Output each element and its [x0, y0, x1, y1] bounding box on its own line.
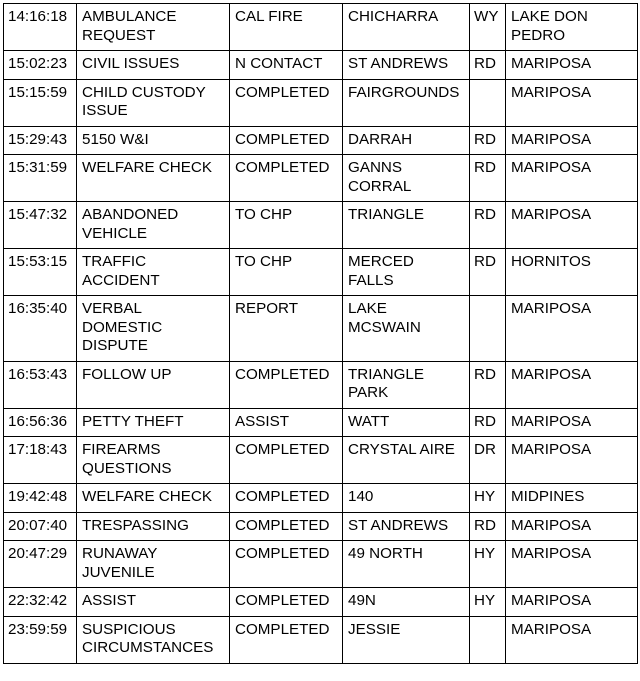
disposition-cell: TO CHP: [230, 249, 343, 296]
city-cell: MARIPOSA: [506, 408, 638, 437]
street-suffix-cell: RD: [470, 361, 506, 408]
street-suffix-cell: [470, 296, 506, 362]
incident-type-cell: SUSPICIOUS CIRCUMSTANCES: [77, 616, 230, 663]
city-cell: MARIPOSA: [506, 51, 638, 80]
table-row: [4, 512, 638, 541]
street-cell: MERCED FALLS: [343, 249, 470, 296]
street-cell: TRIANGLE PARK: [343, 361, 470, 408]
table-row: [4, 4, 638, 51]
street-cell: CRYSTAL AIRE: [343, 437, 470, 484]
disposition-cell: COMPLETED: [230, 437, 343, 484]
incident-type-cell: VERBAL DOMESTIC DISPUTE: [77, 296, 230, 362]
street-cell: 49 NORTH: [343, 541, 470, 588]
disposition-cell: COMPLETED: [230, 361, 343, 408]
city-cell: MARIPOSA: [506, 437, 638, 484]
call-time-cell: 14:16:18: [4, 4, 77, 51]
table-row: [4, 616, 638, 663]
disposition-cell: CAL FIRE: [230, 4, 343, 51]
table-row: [4, 51, 638, 80]
city-cell: MARIPOSA: [506, 296, 638, 362]
street-suffix-cell: HY: [470, 541, 506, 588]
street-suffix-cell: HY: [470, 484, 506, 513]
table-row: [4, 361, 638, 408]
table-row: [4, 541, 638, 588]
call-time-cell: 22:32:42: [4, 588, 77, 617]
street-suffix-cell: RD: [470, 249, 506, 296]
city-cell: MARIPOSA: [506, 126, 638, 155]
call-time-cell: 15:31:59: [4, 155, 77, 202]
table-row: [4, 437, 638, 484]
table-row: [4, 79, 638, 126]
call-time-cell: 16:35:40: [4, 296, 77, 362]
street-cell: JESSIE: [343, 616, 470, 663]
call-time-cell: 15:53:15: [4, 249, 77, 296]
street-suffix-cell: [470, 616, 506, 663]
incident-type-cell: ASSIST: [77, 588, 230, 617]
city-cell: MARIPOSA: [506, 202, 638, 249]
street-suffix-cell: DR: [470, 437, 506, 484]
city-cell: MARIPOSA: [506, 361, 638, 408]
table-row: [4, 588, 638, 617]
incident-type-cell: FOLLOW UP: [77, 361, 230, 408]
call-time-cell: 15:15:59: [4, 79, 77, 126]
table-row: [4, 296, 638, 362]
street-suffix-cell: HY: [470, 588, 506, 617]
city-cell: MIDPINES: [506, 484, 638, 513]
call-time-cell: 16:56:36: [4, 408, 77, 437]
incident-type-cell: AMBULANCE REQUEST: [77, 4, 230, 51]
disposition-cell: N CONTACT: [230, 51, 343, 80]
disposition-cell: COMPLETED: [230, 588, 343, 617]
incident-type-cell: WELFARE CHECK: [77, 484, 230, 513]
city-cell: HORNITOS: [506, 249, 638, 296]
street-cell: DARRAH: [343, 126, 470, 155]
city-cell: MARIPOSA: [506, 155, 638, 202]
call-time-cell: 16:53:43: [4, 361, 77, 408]
street-suffix-cell: RD: [470, 512, 506, 541]
incident-type-cell: WELFARE CHECK: [77, 155, 230, 202]
street-cell: 140: [343, 484, 470, 513]
street-suffix-cell: RD: [470, 126, 506, 155]
street-suffix-cell: RD: [470, 202, 506, 249]
street-suffix-cell: [470, 79, 506, 126]
incident-type-cell: RUNAWAY JUVENILE: [77, 541, 230, 588]
city-cell: MARIPOSA: [506, 79, 638, 126]
street-suffix-cell: RD: [470, 51, 506, 80]
disposition-cell: COMPLETED: [230, 616, 343, 663]
street-suffix-cell: RD: [470, 155, 506, 202]
city-cell: LAKE DON PEDRO: [506, 4, 638, 51]
incident-type-cell: 5150 W&I: [77, 126, 230, 155]
incident-type-cell: CHILD CUSTODY ISSUE: [77, 79, 230, 126]
table-row: [4, 484, 638, 513]
city-cell: MARIPOSA: [506, 512, 638, 541]
disposition-cell: COMPLETED: [230, 512, 343, 541]
incident-type-cell: PETTY THEFT: [77, 408, 230, 437]
table-row: [4, 155, 638, 202]
street-cell: ST ANDREWS: [343, 51, 470, 80]
city-cell: MARIPOSA: [506, 616, 638, 663]
call-time-cell: 20:07:40: [4, 512, 77, 541]
street-cell: LAKE MCSWAIN: [343, 296, 470, 362]
disposition-cell: TO CHP: [230, 202, 343, 249]
call-time-cell: 15:02:23: [4, 51, 77, 80]
incident-type-cell: TRAFFIC ACCIDENT: [77, 249, 230, 296]
street-cell: TRIANGLE: [343, 202, 470, 249]
street-suffix-cell: RD: [470, 408, 506, 437]
call-time-cell: 15:47:32: [4, 202, 77, 249]
disposition-cell: COMPLETED: [230, 484, 343, 513]
incident-type-cell: CIVIL ISSUES: [77, 51, 230, 80]
street-cell: FAIRGROUNDS: [343, 79, 470, 126]
street-cell: GANNS CORRAL: [343, 155, 470, 202]
street-cell: CHICHARRA: [343, 4, 470, 51]
table-row: [4, 202, 638, 249]
call-time-cell: 20:47:29: [4, 541, 77, 588]
city-cell: MARIPOSA: [506, 541, 638, 588]
disposition-cell: ASSIST: [230, 408, 343, 437]
call-time-cell: 15:29:43: [4, 126, 77, 155]
street-cell: ST ANDREWS: [343, 512, 470, 541]
table-row: [4, 126, 638, 155]
call-time-cell: 23:59:59: [4, 616, 77, 663]
call-log-table: [3, 3, 638, 664]
incident-type-cell: TRESPASSING: [77, 512, 230, 541]
disposition-cell: COMPLETED: [230, 541, 343, 588]
call-time-cell: 17:18:43: [4, 437, 77, 484]
call-log-body: [4, 4, 638, 664]
disposition-cell: COMPLETED: [230, 126, 343, 155]
street-cell: WATT: [343, 408, 470, 437]
street-suffix-cell: WY: [470, 4, 506, 51]
table-row: [4, 249, 638, 296]
disposition-cell: COMPLETED: [230, 155, 343, 202]
disposition-cell: REPORT: [230, 296, 343, 362]
city-cell: MARIPOSA: [506, 588, 638, 617]
incident-type-cell: FIREARMS QUESTIONS: [77, 437, 230, 484]
incident-type-cell: ABANDONED VEHICLE: [77, 202, 230, 249]
street-cell: 49N: [343, 588, 470, 617]
disposition-cell: COMPLETED: [230, 79, 343, 126]
call-time-cell: 19:42:48: [4, 484, 77, 513]
table-row: [4, 408, 638, 437]
